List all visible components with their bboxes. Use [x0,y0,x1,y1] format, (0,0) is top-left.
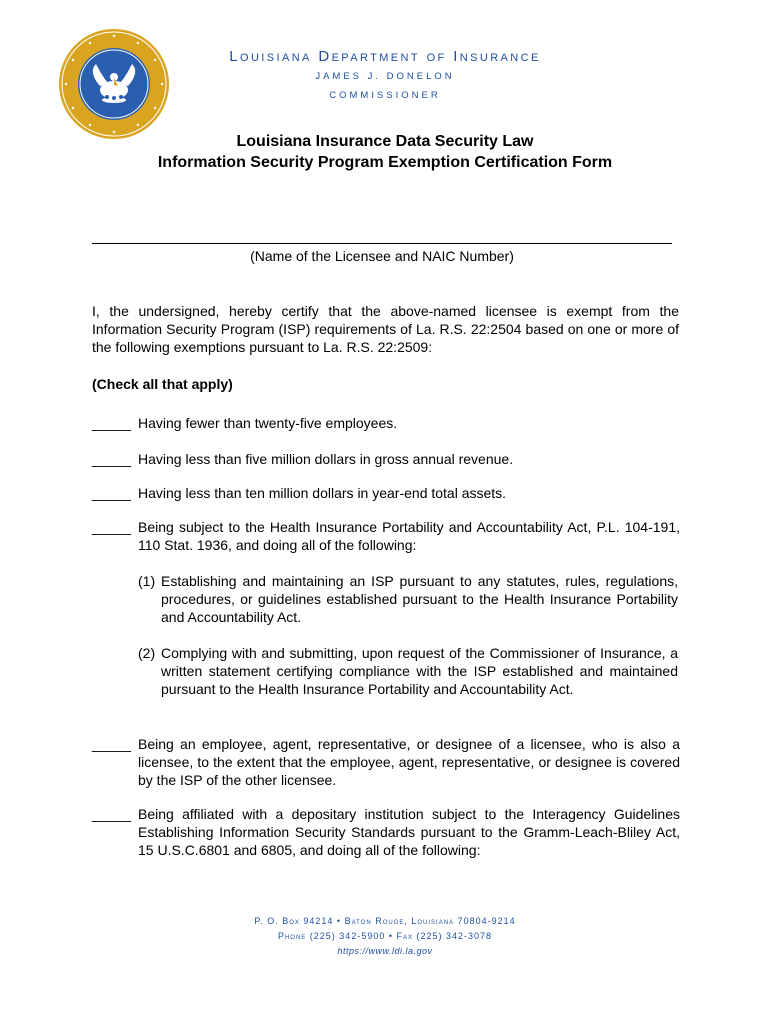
exemption-item [92,484,680,502]
footer-website-link[interactable]: https://www.ldi.la.gov [337,946,433,956]
exemption-text: Being subject to the Health Insurance Portability and Accountability Act, P.L. 104-191, 110 Stat. 1936, and doing all of the following: [138,519,680,553]
exemption-item [92,414,680,432]
sub-requirement-number: (1) [138,573,156,589]
agency-name: Louisiana Department of Insurance [229,48,541,65]
licensee-name-field[interactable] [92,243,672,244]
exemption-checkbox-blank[interactable]: _____ [92,485,131,501]
sub-requirement-text: Complying with and submitting, upon request of the Commissioner of Insurance, a written statement certifying compliance with the ISP established and maintained pursuant to the Health Insurance Portability and Accountability Act. [161,645,678,697]
state-seal-logo [58,28,170,140]
exemption-text: Having less than ten million dollars in year-end total assets. [138,485,507,501]
commissioner-title: COMMISSIONER [329,90,441,101]
exemption-checkbox-blank[interactable]: _____ [92,451,131,467]
footer-phone: Phone (225) 342-5900 • Fax (225) 342-3078 [277,931,493,941]
commissioner-name: JAMES J. DONELON [315,71,455,82]
sub-requirement-item [138,572,678,626]
exemption-text: Being an employee, agent, representative, or designee of a licensee, who is also a licensee, to the extent that the employee, agent, representative, or designee is covered by the ISP of the other licensee. [138,736,680,788]
form-title-line-2: Information Security Program Exemption Certification Form [157,154,613,171]
exemption-item [92,450,680,468]
certification-statement: I, the undersigned, hereby certify that the above-named licensee is exempt from the Information Security Program (ISP) requirements of La. R.S. 22:2504 based on one or more of the following exemptions pursuant to La. R.S. 22:2509: [92,303,679,355]
page-footer [0,914,770,959]
exemption-text: Having fewer than twenty-five employees. [138,415,398,431]
exemption-text: Being affiliated with a depositary institution subject to the Interagency Guidelines Establishing Information Security Standards pursuant to the Gramm-Leach-Bliley Act, 15 U.S.C.6801 and 6805, and doing all of the following: [138,806,680,858]
exemption-checkbox-blank[interactable]: _____ [92,415,131,431]
form-title-line-1: Louisiana Insurance Data Security Law [236,133,534,150]
form-title [0,131,770,173]
check-all-label: (Check all that apply) [92,376,233,392]
exemption-item [92,805,680,859]
exemption-checkbox-blank[interactable]: _____ [92,736,131,752]
exemption-item [92,518,680,554]
footer-address: P. O. Box 94214 • Baton Rouge, Louisiana 70804-9214 [254,916,516,926]
sub-requirement-text: Establishing and maintaining an ISP pursuant to any statutes, rules, regulations, procedures, or guidelines established pursuant to the Health Insurance Portability and Accountability Act. [161,573,678,625]
agency-header [185,48,585,101]
exemption-text: Having less than five million dollars in gross annual revenue. [138,451,514,467]
sub-requirement-number: (2) [138,645,156,661]
licensee-name-caption: (Name of the Licensee and NAIC Number) [250,248,514,264]
sub-requirement-item [138,644,678,698]
exemption-checkbox-blank[interactable]: _____ [92,519,131,535]
exemption-item [92,735,680,789]
exemption-checkbox-blank[interactable]: _____ [92,806,131,822]
